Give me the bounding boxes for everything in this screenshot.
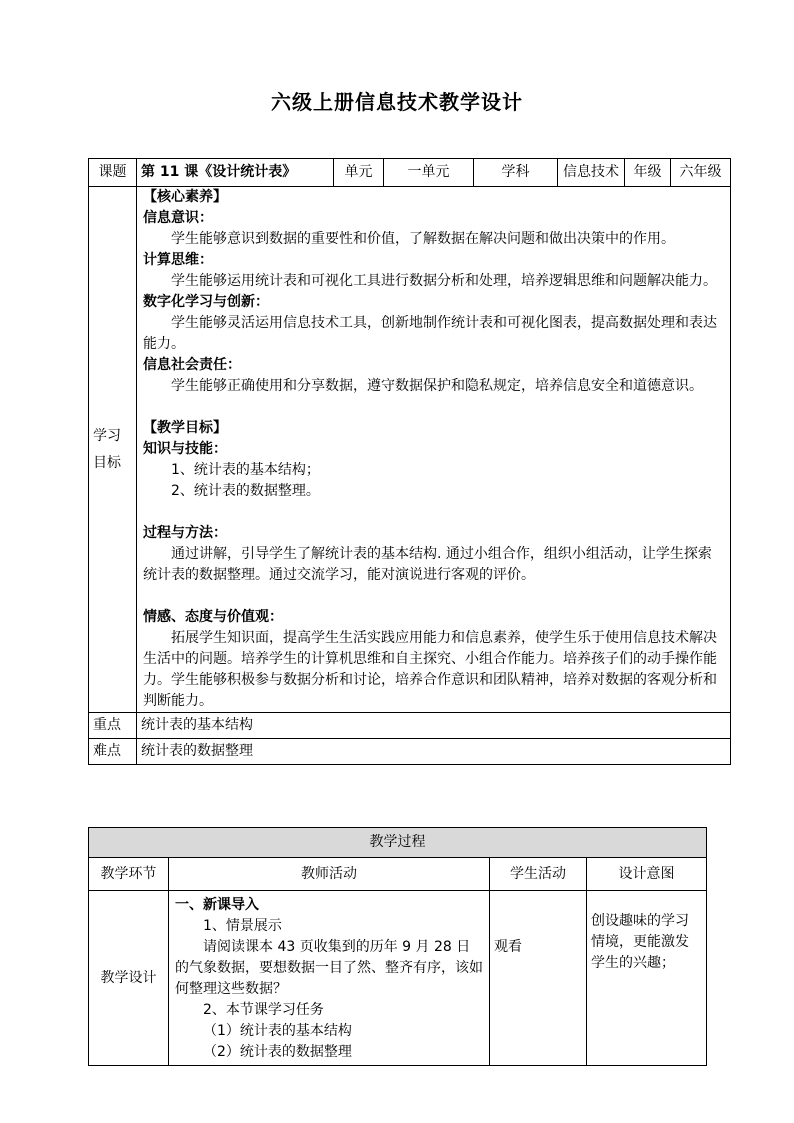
info-awareness-text: 学生能够意识到数据的重要性和价值，了解数据在解决问题和做出决策中的作用。 [171, 231, 675, 247]
emotion-title: 情感、态度与价值观： [143, 609, 283, 625]
process-heading: 教学过程 [89, 828, 707, 858]
digital-text: 学生能够灵活运用信息技术工具，创新地制作统计表和可视化图表，提高数据处理和表达能力。 [143, 315, 717, 352]
difficulty-label: 难点 [89, 739, 137, 765]
unit-value: 一单元 [384, 159, 474, 187]
process-columns-row [89, 858, 707, 891]
difficulty-row [89, 739, 731, 765]
spacer [143, 502, 724, 523]
digital-title: 数字化学习与创新： [143, 294, 269, 310]
lesson-info-table [88, 158, 731, 765]
key-point-label: 重点 [89, 713, 137, 739]
process-row [89, 891, 707, 1066]
subject-label: 学科 [474, 159, 558, 187]
topic-value: 第 11 课《设计统计表》 [137, 159, 334, 187]
col-stage: 教学环节 [89, 858, 169, 891]
grade-value: 六年级 [671, 159, 731, 187]
knowledge-item-1: 1、统计表的基本结构； [171, 462, 320, 478]
core-heading: 【核心素养】 [143, 189, 227, 205]
goals-label-line2: 目标 [93, 454, 121, 471]
task-1: （1）统计表的基本结构 [203, 1023, 352, 1039]
social-text: 学生能够正确使用和分享数据，遵守数据保护和隐私规定，培养信息安全和道德意识。 [171, 378, 703, 394]
col-student: 学生活动 [490, 858, 587, 891]
teaching-heading: 【教学目标】 [143, 420, 227, 436]
section-title: 一、新课导入 [175, 897, 259, 913]
knowledge-item-2: 2、统计表的数据整理。 [171, 483, 320, 499]
unit-label: 单元 [334, 159, 384, 187]
subject-value: 信息技术 [558, 159, 625, 187]
key-point-value: 统计表的基本结构 [137, 713, 731, 739]
design-intent [587, 891, 707, 1066]
step-1: 1、情景展示 [203, 918, 282, 934]
difficulty-value: 统计表的数据整理 [137, 739, 731, 765]
goals-label [89, 187, 137, 713]
spacer [143, 397, 724, 418]
col-teacher: 教师活动 [169, 858, 490, 891]
col-intent: 设计意图 [587, 858, 707, 891]
student-activity [490, 891, 587, 1066]
grade-label: 年级 [625, 159, 671, 187]
goals-row [89, 187, 731, 713]
page-title: 六级上册信息技术教学设计 [271, 90, 523, 114]
teacher-activity [169, 891, 490, 1066]
task-2: （2）统计表的数据整理 [203, 1044, 352, 1060]
stage-label: 教学设计 [89, 891, 169, 1066]
header-row [89, 159, 731, 187]
emotion-text: 拓展学生知识面，提高学生生活实践应用能力和信息素养，使学生乐于使用信息技术解决生活中的问题。培养学生的计算机思维和自主探究、小组合作能力。培养孩子们的动手操作能力。学生能够积极参与数据分析和讨论，培养合作意识和团队精神，培养对数据的客观分析和判断能力。 [143, 630, 717, 709]
design-intent-text: 创设趣味的学习情境，更能激发学生的兴趣； [591, 913, 689, 971]
process-title: 过程与方法： [143, 525, 227, 541]
computational-title: 计算思维： [143, 252, 213, 268]
student-activity-text: 观看 [494, 939, 522, 955]
step-1-text: 请阅读课本 43 页收集到的历年 9 月 28 日的气象数据，要想数据一目了然、整齐有序，该如何整理这些数据？ [175, 939, 483, 997]
social-title: 信息社会责任： [143, 357, 241, 373]
process-heading-row [89, 828, 707, 858]
topic-label: 课题 [89, 159, 137, 187]
key-point-row [89, 713, 731, 739]
process-text: 通过讲解，引导学生了解统计表的基本结构. 通过小组合作，组织小组活动，让学生探索统计表的数据整理。通过交流学习，能对演说进行客观的评价。 [143, 546, 712, 583]
goals-content [137, 187, 731, 713]
spacer [143, 586, 724, 607]
teaching-process-table [88, 827, 707, 1066]
computational-text: 学生能够运用统计表和可视化工具进行数据分析和处理，培养逻辑思维和问题解决能力。 [171, 273, 717, 289]
goals-label-line1: 学习 [93, 427, 121, 444]
step-2: 2、本节课学习任务 [203, 1002, 324, 1018]
knowledge-title: 知识与技能： [143, 441, 227, 457]
info-awareness-title: 信息意识： [143, 210, 213, 226]
